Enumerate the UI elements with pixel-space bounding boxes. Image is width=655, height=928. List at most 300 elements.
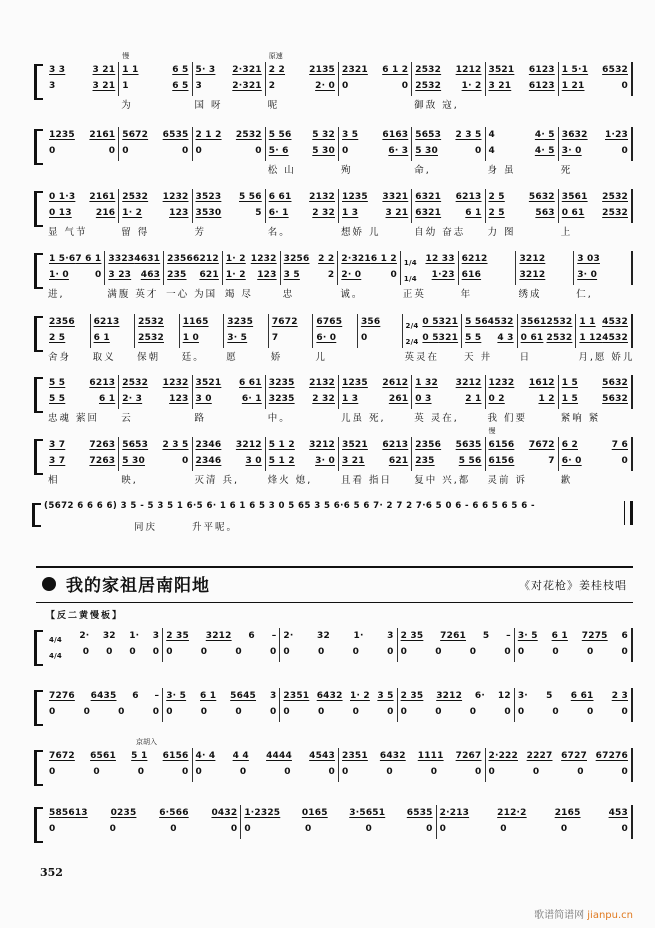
note-group: 0: [360, 333, 368, 343]
upper-staff-row: [341, 251, 397, 267]
note-group: 5 56: [458, 456, 482, 466]
note-group: 6 1: [465, 208, 482, 218]
upper-staff-row: [342, 127, 408, 143]
note-group: 3 23: [108, 270, 132, 280]
measure: [193, 437, 266, 486]
measures: [46, 748, 633, 782]
note-group: 261: [388, 394, 409, 404]
lyric-text: 路: [194, 413, 207, 424]
lower-staff-row: [284, 267, 335, 283]
note-group: –: [506, 631, 511, 641]
note-group: 6765: [316, 317, 343, 327]
note-group: 5 1 2: [268, 440, 295, 450]
note-group: 5 56: [465, 317, 488, 327]
lower-staff-row: [49, 143, 115, 159]
lyric-text: 命,: [414, 165, 431, 176]
note-group: 0: [435, 647, 442, 657]
note-group: 2135: [309, 65, 335, 75]
measure: [46, 251, 105, 300]
lower-staff-row: [49, 330, 87, 346]
measure: [486, 127, 559, 176]
note-group: 0: [621, 81, 628, 91]
note-group: 6· 1: [241, 394, 262, 404]
lyric-text: 取义: [92, 352, 116, 363]
lower-staff-row: [521, 330, 573, 346]
measure: [412, 62, 485, 111]
note-group: 6123: [528, 81, 555, 91]
upper-staff-row: [519, 251, 570, 267]
note-group: 0: [488, 767, 495, 777]
note-group: 321: [438, 317, 459, 327]
note-group: 3632: [561, 130, 588, 140]
note-group: 6·: [474, 691, 486, 701]
lower-staff-row: [316, 330, 354, 346]
lyric-text: 进,: [48, 289, 65, 300]
note-group: 453: [608, 808, 628, 818]
note-group: 621: [199, 270, 219, 280]
note-group: 0: [166, 647, 173, 657]
note-group: 4532: [602, 317, 628, 327]
upper-staff-row: [49, 805, 237, 821]
note-group: 4· 5: [534, 130, 555, 140]
note-group: 3235: [268, 378, 295, 388]
upper-staff-row: [465, 314, 514, 330]
note-group: 3·5651: [349, 808, 386, 818]
note-group: 1 5: [561, 394, 579, 404]
lower-staff-row: [489, 764, 629, 780]
measure: [46, 62, 119, 96]
lower-staff-row: [579, 330, 628, 346]
score-system: [36, 628, 633, 668]
note-group: 3212: [309, 440, 335, 450]
note-group: 2532: [138, 333, 164, 343]
note-group: 2532: [602, 208, 628, 218]
note-group: 2161: [89, 130, 116, 140]
system-brace: [34, 439, 43, 475]
note-group: 2165: [554, 808, 581, 818]
note-group: 0: [108, 146, 116, 156]
note-group: 1·23: [604, 130, 628, 140]
tempo-section-label: 【反二黄慢板】: [46, 611, 124, 621]
lyric-text: 我 们要: [487, 413, 528, 424]
note-group: 6321: [415, 208, 442, 218]
note-group: 2: [268, 81, 276, 91]
note-group: 3561: [561, 192, 588, 202]
lyric-text: 上: [560, 227, 573, 238]
note-group: 6 61: [570, 691, 594, 701]
note-group: 0: [182, 146, 189, 156]
score-system: [36, 375, 633, 425]
measure: [193, 748, 340, 782]
note-group: 2351: [283, 691, 310, 701]
note-group: 1165: [182, 317, 209, 327]
note-group: 2 35: [400, 691, 424, 701]
lyric-text: 云: [121, 413, 133, 424]
score-system: [36, 427, 633, 487]
measures: [46, 805, 633, 839]
note-group: 3212: [455, 378, 482, 388]
lyric-text: 满腹 英才: [107, 289, 159, 300]
note-group: 0: [122, 146, 129, 156]
time-signature: 4/4: [49, 652, 62, 660]
note-group: 1232: [488, 378, 515, 388]
note-group: 6· 3: [388, 146, 409, 156]
lower-staff-row: [283, 644, 393, 660]
lower-staff-row: [269, 453, 335, 469]
measure: [119, 52, 192, 111]
lower-staff-row: [415, 391, 481, 407]
score-system: [36, 127, 633, 177]
note-group: 3· 0: [577, 270, 598, 280]
note-group: 2532: [415, 81, 442, 91]
note-group: 2351: [342, 751, 368, 761]
score-system: [36, 251, 633, 301]
coda-notes: (5672 6 6 6 6) 3 5 - 5 3 5 1 6·5 6· 1 6 1 6 5 3 0 5 65 3 5 6·6 5 6 7· 2 7 2 7·6 5 0 6 - 6 6 5 6 5 6 -: [44, 501, 535, 511]
note-group: 5 5: [49, 394, 66, 404]
note-group: 6156: [488, 440, 515, 450]
lyric-text: 娇: [270, 352, 283, 363]
note-group: 2 2: [318, 254, 335, 264]
lyric-text: 英灵在: [404, 352, 440, 363]
note-group: 585613: [49, 808, 88, 818]
measure: [164, 251, 223, 300]
note-group: 1·: [353, 631, 364, 641]
upper-staff-row: [49, 314, 87, 330]
lower-staff-row: [489, 205, 555, 221]
note-group: 1· 2: [225, 254, 246, 264]
note-group: 3 21: [92, 81, 116, 91]
note-group: 6 1 2: [370, 254, 397, 264]
system-brace: [34, 316, 43, 352]
lyric-text: 松 山: [267, 165, 296, 176]
measure: [241, 805, 436, 839]
note-group: 0: [93, 767, 100, 777]
measure: [119, 127, 192, 161]
note-group: 2 2: [268, 65, 286, 75]
upper-staff-row: [108, 251, 160, 267]
lower-staff-row: [401, 644, 511, 660]
note-group: 3 5: [283, 270, 300, 280]
time-signature: 4/4: [49, 636, 62, 644]
note-group: 123: [257, 270, 277, 280]
measure: [339, 127, 412, 176]
note-group: 6123: [528, 65, 555, 75]
coda-lyric-1: 同庆: [134, 522, 158, 533]
measure: [559, 62, 633, 96]
note-group: 123: [169, 394, 189, 404]
note-group: 6727: [561, 751, 587, 761]
note-group: 0: [560, 824, 568, 834]
upper-staff-row: [196, 437, 262, 453]
measure: [193, 62, 266, 111]
note-group: 2132: [309, 378, 335, 388]
note-group: 6 5: [172, 65, 189, 75]
note-group: 5653: [122, 440, 149, 450]
lyric-text: 日: [519, 352, 532, 363]
note-group: 321: [438, 333, 459, 343]
lyric-text: 为: [121, 100, 133, 111]
note-group: 0: [137, 767, 145, 777]
lyric-text: 歉: [560, 475, 573, 486]
lower-staff-row: [49, 205, 115, 221]
upper-staff-row: [579, 314, 628, 330]
upper-staff-row: [49, 748, 189, 764]
note-group: 6 1: [93, 333, 110, 343]
note-group: 0432: [211, 808, 238, 818]
note-group: 0165: [301, 808, 328, 818]
measures: [46, 628, 633, 662]
note-group: 235: [415, 456, 435, 466]
note-group: 0: [475, 767, 482, 777]
note-group: 0: [269, 647, 277, 657]
note-group: 3 21: [92, 65, 116, 75]
upper-staff-row: [49, 688, 159, 704]
note-group: 3212: [235, 440, 262, 450]
note-group: 1 2: [538, 394, 555, 404]
note-group: 0: [182, 456, 189, 466]
upper-staff-row: [562, 375, 628, 391]
note-group: 3 03: [577, 254, 600, 264]
note-group: 621: [388, 456, 409, 466]
measure: [462, 314, 518, 363]
measure: [412, 437, 485, 486]
system-brace: [34, 690, 43, 726]
note-group: 3 21: [488, 81, 512, 91]
note-group: 0: [342, 81, 349, 91]
measure: [559, 127, 633, 176]
note-group: 0 5: [422, 333, 439, 343]
lyric-text: 殉: [341, 165, 353, 176]
note-group: 2532: [138, 317, 164, 327]
note-group: 5632: [602, 378, 628, 388]
lyric-text: 名。: [267, 227, 291, 238]
note-group: 0: [532, 767, 540, 777]
note-group: 6213: [89, 378, 116, 388]
measure: [339, 62, 412, 96]
note-group: 6535: [162, 130, 189, 140]
note-group: 6 61: [268, 192, 292, 202]
note-group: 0: [49, 146, 56, 156]
lower-staff-row: [415, 143, 481, 159]
note-group: 0: [283, 707, 290, 717]
note-group: 6432: [316, 691, 343, 701]
note-group: 0: [586, 647, 594, 657]
note-group: 0 61: [561, 208, 585, 218]
note-group: 0: [83, 707, 91, 717]
note-group: 123: [169, 208, 189, 218]
lower-staff-row: [122, 453, 188, 469]
upper-staff-row: [196, 127, 262, 143]
measure: [119, 437, 192, 486]
note-group: 4532: [602, 333, 628, 343]
measure: [401, 251, 459, 300]
note-group: 4· 4: [195, 751, 216, 761]
note-group: 3 21: [385, 208, 409, 218]
note-group: 1·: [129, 631, 140, 641]
page-number: 352: [40, 866, 63, 879]
upper-staff-row: [562, 189, 628, 205]
note-group: 2·213: [439, 808, 470, 818]
note-group: 3: [269, 691, 277, 701]
note-group: 6 1: [200, 691, 217, 701]
note-group: 2356: [415, 440, 442, 450]
note-group: 1· 2: [122, 208, 143, 218]
note-group: 12: [497, 691, 511, 701]
lyric-text: 且看 指日: [341, 475, 393, 486]
lower-staff-row: [49, 391, 115, 407]
lyric-text: 愿: [226, 352, 238, 363]
upper-staff-row: [122, 375, 188, 391]
measure: [559, 189, 633, 238]
lower-staff-row: [519, 267, 570, 283]
note-group: 3521: [195, 378, 222, 388]
note-group: 6: [132, 691, 139, 701]
note-group: 3323: [108, 254, 135, 264]
song-source: 《对花枪》姜桂枝唱: [519, 579, 627, 592]
note-group: 3561: [520, 317, 547, 327]
note-group: 3321: [382, 192, 409, 202]
upper-staff-row: [489, 748, 629, 764]
note-group: 1111: [417, 751, 444, 761]
upper-staff-row: [489, 437, 555, 453]
note-group: 0: [500, 824, 507, 834]
note-group: 0: [552, 647, 559, 657]
measure: [180, 314, 225, 363]
lower-staff-row: [108, 267, 160, 283]
measures: [46, 427, 633, 486]
note-group: 0: [170, 824, 177, 834]
note-group: 2356: [49, 317, 75, 327]
note-group: 3 5: [377, 691, 394, 701]
lower-staff-row: [269, 143, 335, 159]
measure: [46, 437, 119, 486]
note-group: 0: [49, 707, 56, 717]
lower-staff-row: [415, 78, 481, 94]
measure: [339, 748, 486, 782]
note-group: 4532: [487, 317, 514, 327]
note-group: 0: [400, 647, 408, 657]
note-group: 1 21: [561, 81, 585, 91]
upper-staff-row: [518, 628, 628, 644]
upper-staff-row: [122, 127, 188, 143]
upper-staff-row: [342, 437, 408, 453]
note-group: 12 33: [425, 254, 455, 264]
note-group: 2532: [546, 317, 573, 327]
upper-staff-row: [401, 628, 511, 644]
measure: [574, 251, 633, 300]
tempo-marking: 慢: [488, 427, 496, 435]
measure: [269, 314, 314, 363]
measure: [46, 688, 163, 722]
note-group: 216: [95, 208, 116, 218]
upper-staff-row: [122, 189, 188, 205]
note-group: 7267: [455, 751, 482, 761]
measures: [46, 52, 633, 111]
watermark: [534, 906, 633, 921]
note-group: 2 5: [488, 192, 505, 202]
note-group: 2 3: [611, 691, 628, 701]
upper-staff-row: [316, 314, 354, 330]
upper-staff-row: [166, 688, 276, 704]
lyric-text: 想娇 儿: [341, 227, 381, 238]
note-group: 5635: [455, 440, 482, 450]
note-group: 0: [342, 767, 349, 777]
measure: [398, 628, 515, 662]
upper-staff-row: [167, 251, 219, 267]
note-group: 616: [461, 270, 482, 280]
note-group: 1612: [528, 378, 555, 388]
measure: [486, 748, 634, 782]
measure: [105, 251, 164, 300]
note-group: 2·321: [341, 254, 371, 264]
lyric-text: 映,: [121, 475, 138, 486]
note-group: 0: [504, 647, 511, 657]
note-group: 0: [152, 707, 160, 717]
measure: [358, 314, 403, 348]
note-group: 5645: [230, 691, 257, 701]
lower-staff-row: [518, 704, 628, 720]
lyric-text: 呢: [267, 100, 280, 111]
coda-line: [36, 501, 633, 533]
note-group: 1235: [342, 192, 368, 202]
lower-staff-row: [401, 704, 511, 720]
system-brace: [34, 807, 43, 843]
note-group: 0: [49, 767, 56, 777]
upper-staff-row: [196, 748, 336, 764]
system-brace: [34, 750, 43, 786]
note-group: 6213: [455, 192, 482, 202]
note-group: 6213: [93, 317, 120, 327]
lower-staff-row: [49, 704, 159, 720]
lower-staff-row: [196, 205, 262, 221]
note-group: 4 3: [497, 333, 514, 343]
measure: [223, 251, 281, 300]
measure: [559, 437, 633, 486]
note-group: 2356: [167, 254, 193, 264]
note-group: 6 1: [551, 631, 568, 641]
measure: [135, 314, 180, 363]
note-group: 2346: [195, 456, 222, 466]
note-group: 563: [535, 208, 555, 218]
note-group: 1 1: [122, 65, 139, 75]
note-group: 2·: [79, 631, 90, 641]
note-group: 6321: [415, 192, 442, 202]
note-group: 1235: [49, 130, 75, 140]
note-group: 0: [386, 767, 393, 777]
lower-staff-row: [562, 391, 628, 407]
note-group: 5· 3: [195, 65, 216, 75]
lower-staff-row: [122, 205, 188, 221]
upper-staff-row: [489, 189, 555, 205]
note-group: 1· 2: [225, 270, 246, 280]
note-group: 32: [317, 631, 330, 641]
lyric-text: 复中 兴,都: [414, 475, 471, 486]
note-group: 7275: [581, 631, 608, 641]
note-group: 7 6: [611, 440, 628, 450]
note-group: 3521: [488, 65, 515, 75]
note-group: 7672: [49, 751, 75, 761]
lyric-text: 月,愿 娇儿: [578, 352, 635, 363]
note-group: 3212: [436, 691, 463, 701]
note-group: 2·222: [488, 751, 518, 761]
measure: [46, 375, 119, 424]
lower-staff-row: [342, 391, 408, 407]
upper-staff-row: [269, 375, 335, 391]
note-group: 2: [327, 270, 335, 280]
note-group: 5 1: [131, 751, 148, 761]
note-group: 7672: [528, 440, 555, 450]
note-group: 0: [504, 707, 511, 717]
